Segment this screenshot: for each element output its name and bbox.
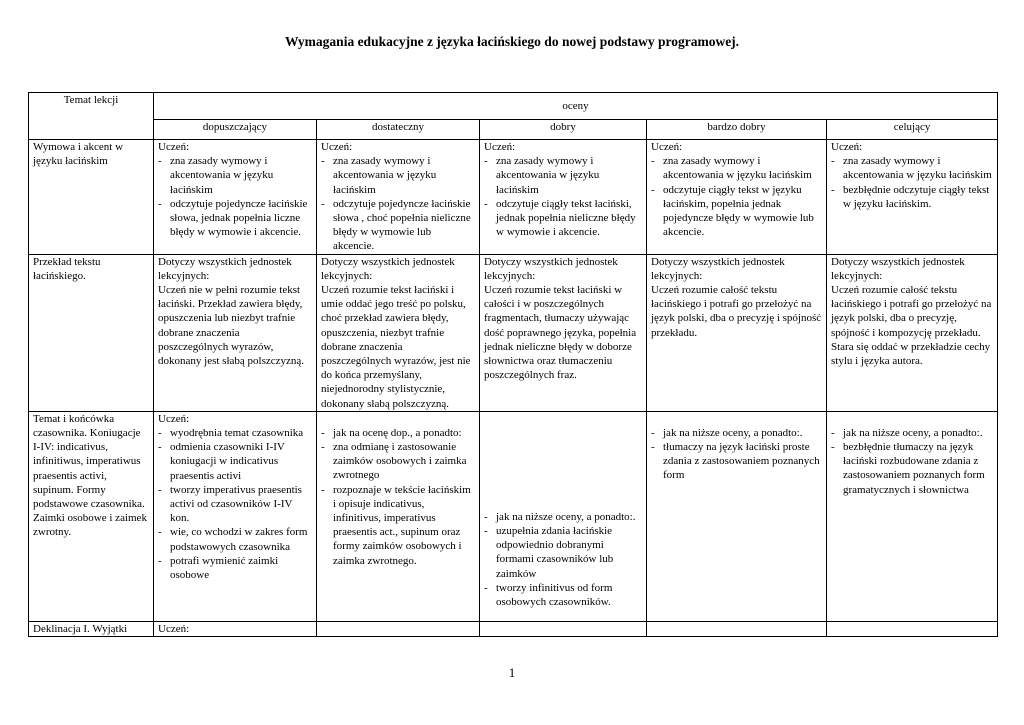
grade-cell xyxy=(317,140,480,255)
list-item: - odczytuje ciągły tekst łaciński, jednak popełnia nieliczne błędy w wymowie i akcencie. xyxy=(484,197,642,240)
table-row xyxy=(29,254,998,411)
list-item: - potrafi wymienić zaimki osobowe xyxy=(158,554,312,582)
header-grade: dostateczny xyxy=(317,120,480,140)
grade-cell xyxy=(480,621,647,636)
header-grade: celujący xyxy=(827,120,998,140)
cell-lead: Uczeń: xyxy=(651,141,683,153)
table-row xyxy=(29,140,998,255)
list-item: - zna zasady wymowy i akcentowania w języku łacińskim xyxy=(831,154,993,182)
list-item: - tworzy infinitivus od form osobowych czasowników. xyxy=(484,581,642,609)
cell-lead: Uczeń: xyxy=(484,141,516,153)
row-topic: Deklinacja I. Wyjątki xyxy=(29,621,154,636)
list-item: - odczytuje ciągły tekst w języku łacińskim, popełnia jednak pojedyncze błędy w wymowie lub akcencie. xyxy=(651,183,822,240)
grade-cell xyxy=(154,140,317,255)
table-row xyxy=(29,621,998,636)
list-item: - zna zasady wymowy i akcentowania w języku łacińskim xyxy=(321,154,475,197)
grade-cell xyxy=(827,411,998,621)
grade-cell xyxy=(480,140,647,255)
cell-lead: Uczeń: xyxy=(158,141,190,153)
list-item: - odczytuje pojedyncze łacińskie słowa , choć popełnia nieliczne błędy w wymowie lub akcencie. xyxy=(321,197,475,254)
document-title: Wymagania edukacyjne z języka łacińskiego do nowej podstawy programowej. xyxy=(284,34,740,49)
row-topic: Przekład tekstu łacińskiego. xyxy=(29,254,154,411)
grade-cell: Dotyczy wszystkich jednostek lekcyjnych: Uczeń rozumie całość tekstu łacińskiego i potrafi go przełożyć na język polski, dba o precyzję i spójność przekładu. xyxy=(647,254,827,411)
grade-cell xyxy=(154,411,317,621)
header-row-group xyxy=(29,93,998,120)
list-item: - wyodrębnia temat czasownika xyxy=(158,426,312,440)
list-item: - odmienia czasowniki I-IV koniugacji w indicativus praesentis activi xyxy=(158,440,312,483)
row-topic: Wymowa i akcent w języku łacińskim xyxy=(29,140,154,255)
row-topic: Temat i końcówka czasownika. Koniugacje I-IV: indicativus, infinitiwus, imperatiwus praesentis activi, supinum. Formy podstawowe czasownika. Zaimki osobowe i zaimek zwrotny. xyxy=(29,411,154,621)
table-row xyxy=(29,411,998,621)
list-item: - zna zasady wymowy i akcentowania w języku łacińskim xyxy=(651,154,822,182)
grade-cell xyxy=(647,140,827,255)
cell-lead: Uczeń: xyxy=(321,141,353,153)
list-item: - tłumaczy na język łaciński proste zdania z zastosowaniem poznanych form xyxy=(651,440,822,483)
grade-cell xyxy=(647,621,827,636)
cell-lead: Uczeń: xyxy=(158,412,190,425)
header-topic: Temat lekcji xyxy=(29,93,154,140)
list-item: - rozpoznaje w tekście łacińskim i opisuje indicativus, infinitivus, imperativus praesentis act., supinum oraz formy zaimków osobowych i zaimka zwrotnego. xyxy=(321,483,475,568)
header-grade: bardzo dobry xyxy=(647,120,827,140)
list-item: - uzupełnia zdania łacińskie odpowiednio dobranymi formami czasowników lub zaimków xyxy=(484,524,642,581)
list-item: - jak na niższe oceny, a ponadto:. xyxy=(484,510,642,524)
header-grade: dobry xyxy=(480,120,647,140)
grade-cell: Dotyczy wszystkich jednostek lekcyjnych: Uczeń rozumie tekst łaciński w całości i w poszczególnych fragmentach, tłumaczy używając dość poprawnego języka, popełnia jednak nieliczne błędy w doborze słownictwa oraz tłumaczeniu poszczególnych fraz. xyxy=(480,254,647,411)
list-item: - bezbłędnie tłumaczy na język łaciński rozbudowane zdania z zastosowaniem poznanych form gramatycznych i słownictwa xyxy=(831,440,993,497)
page-number: 1 xyxy=(508,665,516,680)
list-item: - jak na ocenę dop., a ponadto: xyxy=(321,426,475,440)
grade-cell: Uczeń: xyxy=(154,621,317,636)
grade-cell xyxy=(827,140,998,255)
list-item: - zna zasady wymowy i akcentowania w języku łacińskim xyxy=(158,154,312,197)
grade-cell xyxy=(647,411,827,621)
grade-cell xyxy=(480,411,647,621)
list-item: - jak na niższe oceny, a ponadto:. xyxy=(831,426,993,440)
list-item: - bezbłędnie odczytuje ciągły tekst w języku łacińskim. xyxy=(831,183,993,211)
grade-cell: Dotyczy wszystkich jednostek lekcyjnych: Uczeń rozumie całość tekstu łacińskiego i potrafi go przełożyć na język polski, dba o precyzję, spójność i kompozycję przekładu. Stara się oddać w przekładzie cechy stylu i języka autora. xyxy=(827,254,998,411)
list-item: - jak na niższe oceny, a ponadto:. xyxy=(651,426,822,440)
header-grade: dopuszczający xyxy=(154,120,317,140)
grade-cell xyxy=(317,621,480,636)
grade-cell xyxy=(827,621,998,636)
grade-cell xyxy=(317,411,480,621)
list-item: - wie, co wchodzi w zakres form podstawowych czasownika xyxy=(158,525,312,553)
list-item: - tworzy imperativus praesentis activi od czasowników I-IV kon. xyxy=(158,483,312,526)
header-grades-group: oceny xyxy=(154,93,998,120)
grade-cell: Dotyczy wszystkich jednostek lekcyjnych: Uczeń nie w pełni rozumie tekst łaciński. Przekład zawiera błędy, opuszczenia lub niezbyt trafnie dobrane znaczenia poszczególnych wyrazów, dokonany jest słabą polszczyzną. xyxy=(154,254,317,411)
requirements-table xyxy=(28,92,998,637)
cell-lead: Uczeń: xyxy=(831,141,863,153)
header-row-grades xyxy=(29,120,998,140)
list-item: - odczytuje pojedyncze łacińskie słowa, jednak popełnia liczne błędy w wymowie i akcencie. xyxy=(158,197,312,240)
list-item: - zna zasady wymowy i akcentowania w języku łacińskim xyxy=(484,154,642,197)
grade-cell: Dotyczy wszystkich jednostek lekcyjnych: Uczeń rozumie tekst łaciński i umie oddać jego treść po polsku, choć przekład zawiera błędy, opuszczenia, niezbyt trafnie dobrane znaczenia poszczególnych wyrazów, jest nie do końca przemyślany, niejednorodny stylistycznie, dokonany słabą polszczyzną. xyxy=(317,254,480,411)
list-item: - zna odmianę i zastosowanie zaimków osobowych i zaimka zwrotnego xyxy=(321,440,475,483)
